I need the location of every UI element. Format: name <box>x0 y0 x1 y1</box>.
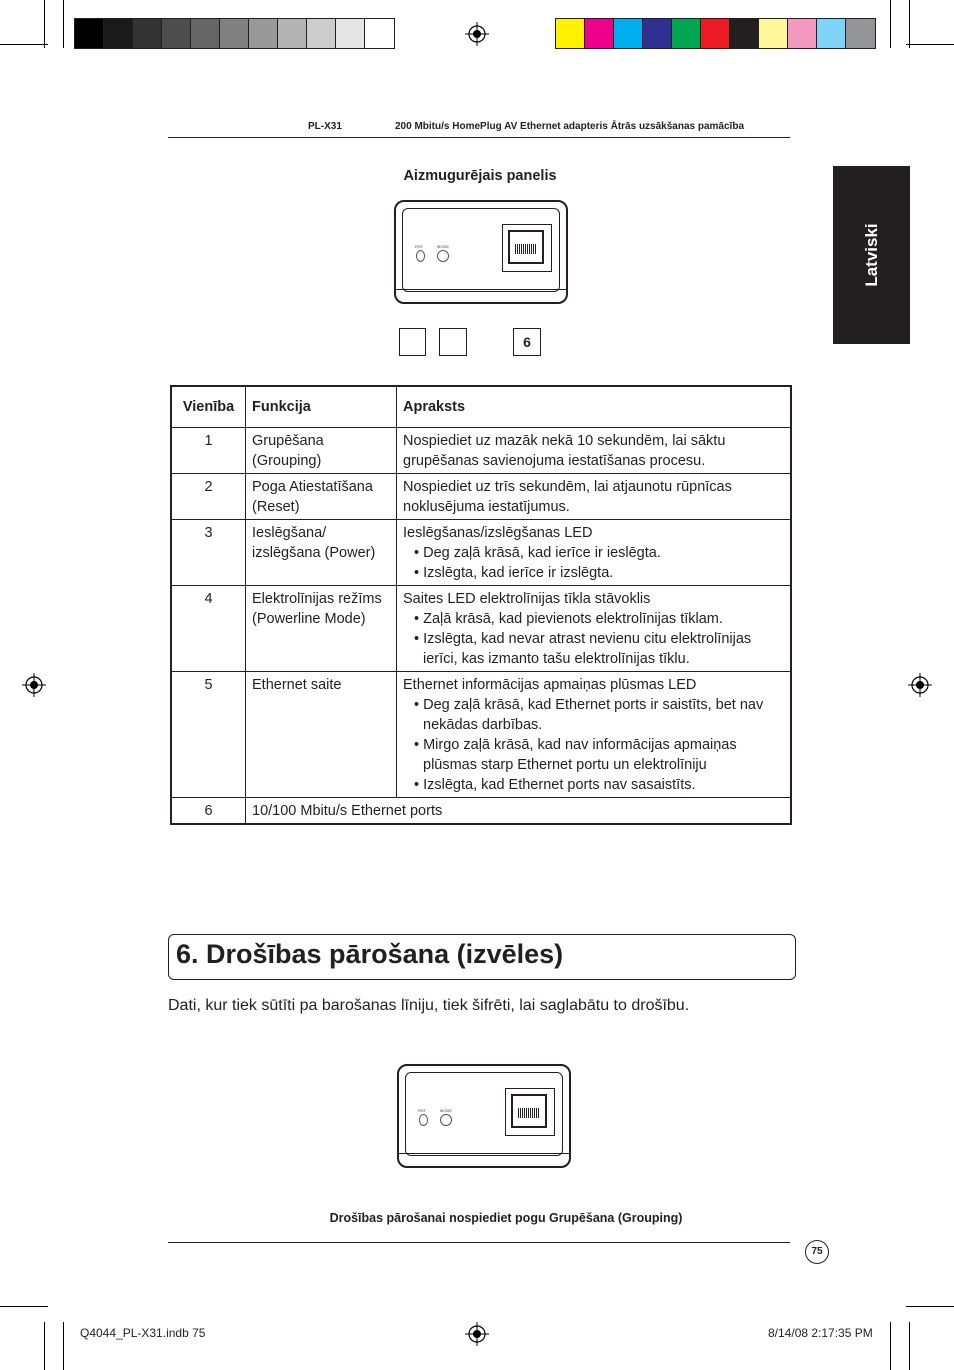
language-tab-label: Latviski <box>861 223 881 287</box>
color-swatch <box>643 19 672 48</box>
reset-hole-icon <box>416 250 425 262</box>
table-row <box>171 798 791 825</box>
print-slug-date: 8/14/08 2:17:35 PM <box>768 1326 873 1340</box>
callout-box <box>439 328 467 356</box>
color-swatch <box>730 19 759 48</box>
rst-label: RST <box>418 1108 426 1113</box>
grouping-button-icon <box>437 250 449 262</box>
header-unit: Vienība <box>171 386 246 428</box>
color-swatch <box>220 19 249 48</box>
crop-mark <box>890 0 891 48</box>
color-swatch <box>846 19 875 48</box>
language-tab <box>833 166 910 344</box>
section-body-text: Dati, kur tiek sūtīti pa barošanas līniju, tiek šifrēti, lai saglabātu to drošību. <box>168 997 690 1014</box>
ethernet-port-icon <box>508 230 544 264</box>
callout-box <box>399 328 426 356</box>
color-swatch <box>249 19 278 48</box>
bullet-item: • Deg zaļā krāsā, kad ierīce ir ieslēgta. <box>414 545 661 561</box>
cell-unit: 6 <box>171 798 246 825</box>
crop-mark <box>0 1306 48 1307</box>
bullet-item: • Izslēgta, kad Ethernet ports nav sasaistīts. <box>414 777 696 793</box>
footer-divider <box>168 1242 790 1243</box>
cell-description: Saites LED elektrolīnijas tīkla stāvoklis • Zaļā krāsā, kad pievienots elektrolīnijas tīklam. • Izslēgta, kad nevar atrast nevienu citu elektrolīnijas ierīci, kas izmanto tašu elektrolīnijas tīklu. <box>397 586 792 672</box>
crop-mark <box>44 1322 45 1370</box>
color-swatch <box>336 19 365 48</box>
cell-function: 10/100 Mbitu/s Ethernet ports <box>246 798 792 825</box>
device-rear-illustration-2 <box>397 1064 571 1168</box>
crop-mark <box>909 1322 910 1370</box>
cell-unit: 4 <box>171 586 246 672</box>
crop-mark <box>906 44 954 45</box>
cell-unit: 5 <box>171 672 246 798</box>
ethernet-port-icon <box>511 1094 547 1128</box>
device-base <box>396 289 566 302</box>
registration-mark-icon <box>908 673 932 697</box>
color-swatch <box>365 19 394 48</box>
color-swatch <box>162 19 191 48</box>
rst-label: RST <box>415 244 423 249</box>
table-row <box>171 672 791 798</box>
table-header-row <box>171 386 791 428</box>
bullet-item: • Zaļā krāsā, kad pievienots elektrolīnijas tīklam. <box>414 611 723 627</box>
cell-function: Grupēšana (Grouping) <box>246 428 397 474</box>
color-swatch <box>788 19 817 48</box>
color-calibration-strip <box>555 18 876 49</box>
crop-mark <box>906 1306 954 1307</box>
bullet-item: • Deg zaļā krāsā, kad Ethernet ports ir saistīts, bet nav nekādas darbības. <box>414 697 764 733</box>
cell-function: Ieslēgšana/ izslēgšana (Power) <box>246 520 397 586</box>
color-swatch <box>278 19 307 48</box>
cell-description: Ieslēgšanas/izslēgšanas LED • Deg zaļā krāsā, kad ierīce ir ieslēgta. • Izslēgta, kad ierīce ir izslēgta. <box>397 520 792 586</box>
header-description: Apraksts <box>397 386 792 428</box>
cell-description: Nospiediet uz mazāk nekā 10 sekundēm, lai sāktu grupēšanas savienojuma iestatīšanas procesu. <box>397 428 792 474</box>
section-title: 6. Drošības pārošana (izvēles) <box>176 939 564 969</box>
color-swatch <box>191 19 220 48</box>
cell-description: Nospiediet uz trīs sekundēm, lai atjaunotu rūpnīcas noklusējuma iestatījumus. <box>397 474 792 520</box>
color-swatch <box>556 19 585 48</box>
header-function: Funkcija <box>246 386 397 428</box>
cell-unit: 2 <box>171 474 246 520</box>
crop-mark <box>909 0 910 48</box>
grouping-button-icon <box>440 1114 452 1126</box>
color-swatch <box>672 19 701 48</box>
color-swatch <box>585 19 614 48</box>
rear-panel-title: Aizmugurējais panelis <box>403 168 557 184</box>
color-swatch <box>817 19 846 48</box>
crop-mark <box>0 44 48 45</box>
header-divider <box>168 137 790 138</box>
table-row <box>171 474 791 520</box>
page-number: 75 <box>805 1240 829 1264</box>
color-swatch <box>307 19 336 48</box>
color-swatch <box>759 19 788 48</box>
mode-label: MODE <box>437 244 449 249</box>
reset-hole-icon <box>419 1114 428 1126</box>
bullet-item: • Izslēgta, kad nevar atrast nevienu citu elektrolīnijas ierīci, kas izmanto tašu elektrolīnijas tīklu. <box>414 631 752 667</box>
device-base <box>399 1153 569 1166</box>
header-model: PL-X31 <box>308 121 342 132</box>
header-guide-title: 200 Mbitu/s HomePlug AV Ethernet adapteris Ātrās uzsākšanas pamācība <box>395 121 745 132</box>
cell-description: Ethernet informācijas apmaiņas plūsmas LED • Deg zaļā krāsā, kad Ethernet ports ir saistīts, bet nav nekādas darbības. • Mirgo zaļā krāsā, kad nav informācijas apmaiņas plūsmas starp Ethernet portu un elektrolīniju • Izslēgta, kad Ethernet ports nav sasaistīts. <box>397 672 792 798</box>
color-swatch <box>104 19 133 48</box>
crop-mark <box>63 0 64 48</box>
grayscale-calibration-strip <box>74 18 395 49</box>
cell-unit: 1 <box>171 428 246 474</box>
table-row <box>171 586 791 672</box>
table-row <box>171 520 791 586</box>
color-swatch <box>75 19 104 48</box>
registration-mark-icon <box>465 22 489 46</box>
color-swatch <box>133 19 162 48</box>
cell-function: Poga Atiestatīšana (Reset) <box>246 474 397 520</box>
print-slug-file: Q4044_PL-X31.indb 75 <box>80 1326 206 1340</box>
crop-mark <box>44 0 45 48</box>
color-swatch <box>701 19 730 48</box>
crop-mark <box>890 1322 891 1370</box>
bullet-item: • Izslēgta, kad ierīce ir izslēgta. <box>414 565 614 581</box>
figure-caption: Drošības pārošanai nospiediet pogu Grupēšana (Grouping) <box>329 1211 683 1225</box>
crop-mark <box>63 1322 64 1370</box>
callout-box-6: 6 <box>513 328 541 356</box>
color-swatch <box>614 19 643 48</box>
table-row <box>171 428 791 474</box>
cell-function: Ethernet saite <box>246 672 397 798</box>
mode-label: MODE <box>440 1108 452 1113</box>
function-table <box>170 385 792 825</box>
registration-mark-icon <box>22 673 46 697</box>
device-rear-illustration <box>394 200 568 304</box>
cell-unit: 3 <box>171 520 246 586</box>
cell-function: Elektrolīnijas režīms (Powerline Mode) <box>246 586 397 672</box>
bullet-item: • Mirgo zaļā krāsā, kad nav informācijas apmaiņas plūsmas starp Ethernet portu un elektrolīniju <box>414 737 737 773</box>
registration-mark-icon <box>465 1322 489 1346</box>
